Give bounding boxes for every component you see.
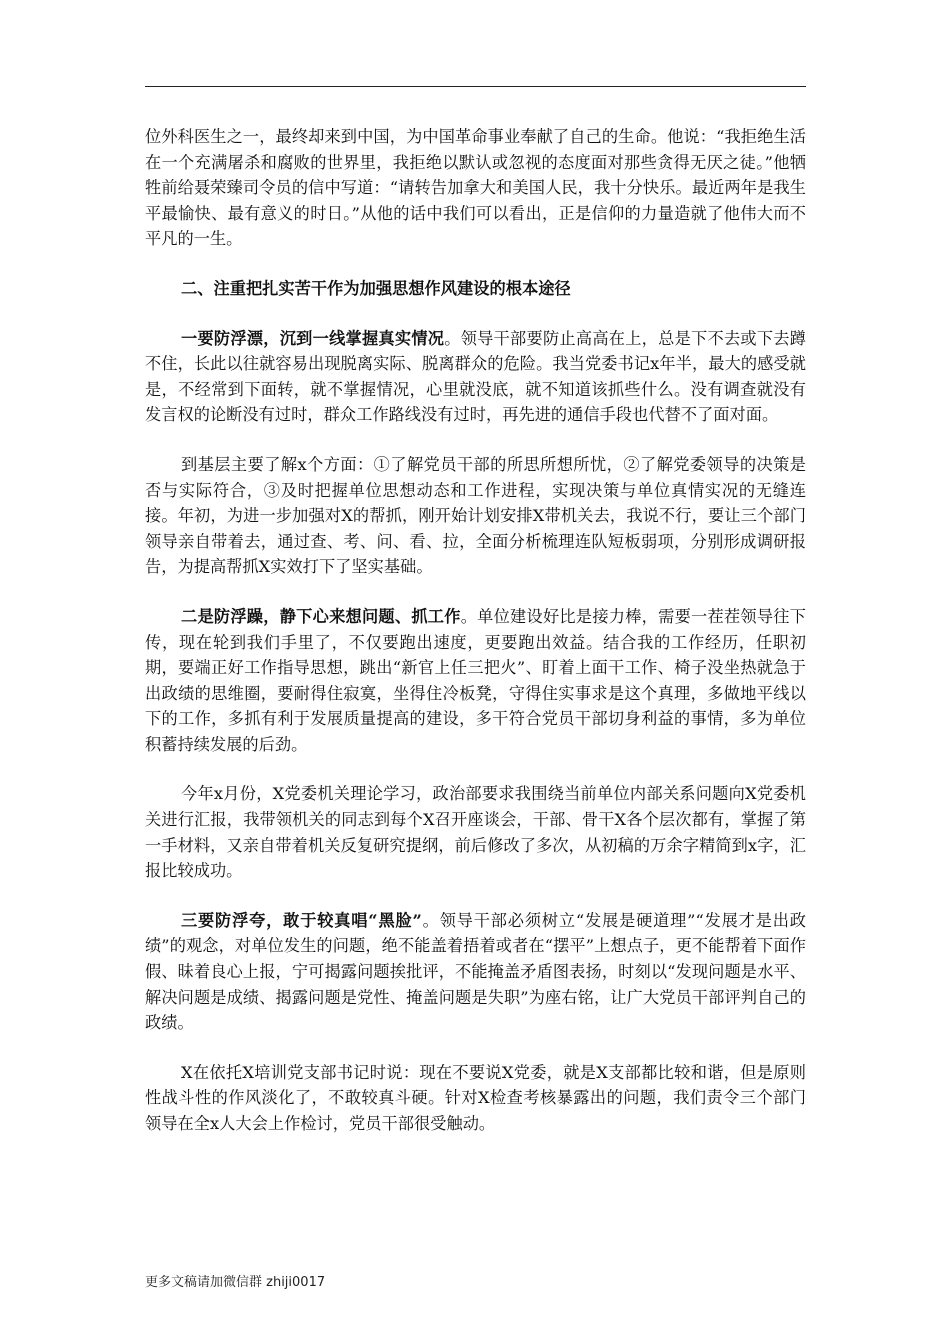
header-rule	[145, 86, 806, 87]
document-body	[145, 124, 806, 1161]
page-footer: 更多文稿请加微信群 zhiji0017	[145, 1275, 326, 1290]
paragraph-lead: 三要防浮夸，敢于较真唱“黑脸”	[181, 910, 422, 930]
paragraph-1	[145, 326, 806, 428]
paragraph-text: 今年x月份，X党委机关理论学习，政治部要求我围绕当前单位内部关系问题向X党委机关进行汇报，我带领机关的同志到每个X召开座谈会，干部、骨干X各个层次都有，掌握了第一手材料，又亲自带着机关反复研究提纲，前后修改了多次，从初稿的万余字精简到x字，汇报比较成功。	[145, 784, 806, 881]
paragraph-text: 到基层主要了解x个方面：①了解党员干部的所思所想所忧，②了解党委领导的决策是否与实际符合，③及时把握单位思想动态和工作进程，实现决策与单位真情实况的无缝连接。年初，为进一步加强对X的帮抓，刚开始计划安排X带机关去，我说不行，要让三个部门领导亲自带着去，通过查、考、问、看、拉，全面分析梳理连队短板弱项，分别形成调研报告，为提高帮抓X实效打下了坚实基础。	[145, 454, 806, 577]
paragraph-4	[145, 781, 806, 883]
section-heading: 二、注重把扎实苦干作为加强思想作风建设的根本途径	[181, 278, 571, 298]
paragraph-3	[145, 604, 806, 758]
paragraph-text: 。领导干部必须树立“发展是硬道理”“发展才是出政绩”的观念，对单位发生的问题，绝不能盖着捂着或者在“摆平”上想点子，更不能帮着下面作假、昧着良心上报，宁可揭露问题挨批评，不能掩盖矛盾图表扬，时刻以“发现问题是水平、解决问题是成绩、揭露问题是党性、掩盖问题是失职”为座右铭，让广大党员干部评判自己的政绩。	[145, 910, 807, 1033]
paragraph-lead: 二是防浮躁，静下心来想问题、抓工作	[181, 606, 461, 626]
paragraph-text: 。领导干部要防止高高在上，总是下不去或下去蹲不住，长此以往就容易出现脱离实际、脱离群众的危险。我当党委书记x年半，最大的感受就是，不经常到下面转，就不掌握情况，心里就没底，就不知道该抓些什么。没有调查就没有发言权的论断没有过时，群众工作路线没有过时，再先进的通信手段也代替不了面对面。	[145, 328, 806, 425]
paragraph-0	[145, 124, 806, 252]
paragraph-text: 。单位建设好比是接力棒，需要一茬茬领导往下传，现在轮到我们手里了，不仅要跑出速度，更要跑出效益。结合我的工作经历，任职初期，要端正好工作指导思想，跳出“新官上任三把火”、盯着上面干工作、椅子没坐热就急于出政绩的思维圈，要耐得住寂寞，坐得住冷板凳，守得住实事求是这个真理，多做地平线以下的工作，多抓有利于发展质量提高的建设，多干符合党员干部切身利益的事情，多为单位积蓄持续发展的后劲。	[145, 606, 806, 754]
paragraph-6	[145, 1060, 806, 1137]
paragraph-text: X在依托X培训党支部书记时说：现在不要说X党委，就是X支部都比较和谐，但是原则性战斗性的作风淡化了，不敢较真斗硬。针对X检查考核暴露出的问题，我们责令三个部门领导在全x人大会上作检讨，党员干部很受触动。	[145, 1062, 806, 1133]
paragraph-text: 位外科医生之一，最终却来到中国，为中国革命事业奉献了自己的生命。他说：“我拒绝生活在一个充满屠杀和腐败的世界里，我拒绝以默认或忽视的态度面对那些贪得无厌之徒。”他牺牲前给聂荣臻司令员的信中写道：“请转告加拿大和美国人民，我十分快乐。最近两年是我生平最愉快、最有意义的时日。”从他的话中我们可以看出，正是信仰的力量造就了他伟大而不平凡的一生。	[145, 127, 806, 249]
paragraph-5	[145, 908, 806, 1036]
paragraph-2	[145, 452, 806, 580]
paragraph-lead: 一要防浮漂，沉到一线掌握真实情况	[181, 328, 445, 348]
